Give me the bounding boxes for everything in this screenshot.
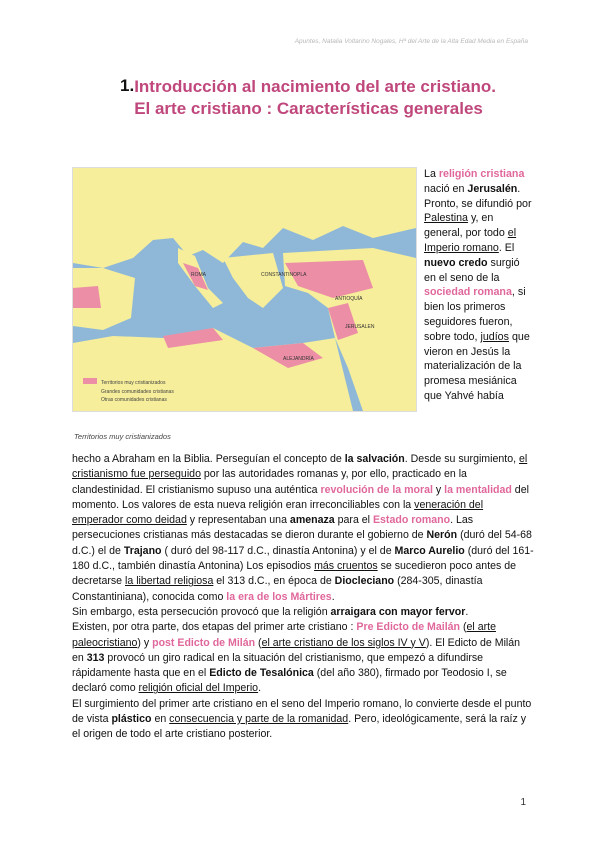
emphasis-text: consecuencia y parte de la romanidad (169, 713, 349, 726)
text-run: (284-305, dinastía Constantiniana), conocida como (72, 575, 483, 603)
text-run: . Pero, ideológicamente, será la raíz y el origen de todo el arte cristiano posterior. (72, 713, 527, 741)
text-run: para el (334, 514, 373, 527)
text-run: provocó un giro radical en la situación del cristianismo, que empezó a difundirse rápidamente hasta que en el (72, 651, 484, 680)
legend-item: Grandes comunidades cristianas (101, 389, 174, 395)
emphasis-text: la salvación (344, 453, 405, 465)
emphasis-text: arraigara con mayor fervor (330, 605, 466, 618)
page-number: 1 (520, 797, 526, 808)
text-run: (duró del 54-68 d.C.) el de (72, 529, 532, 557)
emphasis-text: veneración del emperador como deidad (72, 498, 484, 527)
text-run: La (424, 168, 439, 180)
emphasis-text: revolución de la moral (320, 483, 433, 496)
emphasis-text: post Edicto de Milán (152, 636, 256, 649)
emphasis-text: Estado romano (372, 514, 451, 527)
section-title (120, 76, 510, 120)
emphasis-text: Marco Aurelio (394, 544, 465, 557)
text-run: ). El Edicto de Milán en (72, 636, 521, 664)
emphasis-text: el cristianismo fue perseguido (72, 453, 528, 481)
emphasis-text: plástico (111, 713, 152, 726)
paragraph (72, 697, 534, 743)
map-label: ROMA (191, 272, 206, 278)
roman-empire-map (72, 167, 417, 412)
emphasis-text: 313 (86, 651, 105, 664)
emphasis-text: Palestina (424, 212, 468, 225)
text-run: por las autoridades romanas y, por ello, practicado en la clandestinidad. El cristianismo supuso una auténtica (72, 468, 467, 496)
map-label: ANTIOQUÍA (335, 296, 363, 302)
emphasis-text: el arte paleocristiano (72, 621, 496, 649)
map-label: JERUSALEN (345, 324, 375, 330)
legend-swatch (83, 378, 97, 384)
emphasis-text: judíos (480, 330, 509, 343)
text-run: surgió en el seno de la (424, 256, 520, 284)
emphasis-text: amenaza (289, 514, 335, 527)
text-run: . Pronto, se difundió por (424, 182, 532, 210)
emphasis-text: la mentalidad (444, 483, 512, 496)
text-run: nació en (424, 182, 468, 195)
emphasis-text: Jerusalén (467, 182, 518, 195)
text-run: y (432, 483, 445, 496)
emphasis-text: sociedad romana (424, 286, 512, 299)
text-run: Sin embargo, esta persecución provocó que la religión (72, 605, 331, 618)
title-number: 1. (120, 76, 135, 95)
map-label: CONSTANTINOPLA (261, 272, 307, 278)
paragraph (72, 620, 534, 696)
emphasis-text: la era de los Mártires (226, 590, 332, 603)
text-run: . Las persecuciones cristianas más destacadas se dieron durante el gobierno de (72, 514, 474, 542)
text-run: el 313 d.C., en época de (213, 575, 335, 588)
emphasis-text: el arte cristiano de los siglos IV y V (261, 636, 426, 649)
text-run: en (151, 713, 170, 726)
body-text (72, 452, 534, 743)
text-run: ( (255, 636, 262, 649)
map-caption: Territorios muy cristianizados (74, 432, 171, 441)
text-run: El surgimiento del primer arte cristiano en el seno del Imperio romano, lo convierte desde el punto de vista (72, 697, 532, 726)
emphasis-text: la libertad religiosa (125, 575, 214, 588)
paragraph (72, 605, 534, 620)
text-run: hecho a Abraham en la Biblia. Perseguían el concepto de (72, 453, 345, 465)
text-run: y representaban una (186, 514, 290, 527)
legend-item: Territorios muy cristianizados (101, 380, 166, 386)
emphasis-text: el Imperio romano (424, 227, 517, 254)
text-run: (duró del 161-180 d.C., también dinastía Antonina) Los episodios (72, 544, 534, 573)
text-run: Existen, por otra parte, dos etapas del primer arte cristiano : (72, 621, 357, 634)
text-run: . (258, 682, 262, 695)
text-run: . Desde su surgimiento, (404, 453, 519, 465)
text-run: que vieron en Jesús la materialización de la promesa mesiánica que Yahvé había (424, 330, 530, 402)
legend-item: Otras comunidades cristianas (101, 397, 167, 403)
text-run: . (465, 605, 469, 618)
title-text: Introducción al nacimiento del arte cristiano. El arte cristiano : Características generales (134, 77, 496, 118)
text-run: . (331, 590, 335, 603)
text-run: ( duró del 98-117 d.C., dinastía Antonina) y el de (161, 544, 395, 557)
map-label: ALEJANDRÍA (283, 356, 314, 362)
emphasis-text: nuevo credo (424, 256, 488, 269)
text-run: , si bien los primeros seguidores fueron, sobre todo, (424, 286, 526, 343)
emphasis-text: Diocleciano (334, 575, 395, 588)
emphasis-text: Edicto de Tesalónica (209, 667, 314, 680)
text-run: y, en general, por todo (424, 212, 508, 240)
emphasis-text: Trajano (123, 544, 162, 557)
text-run: (del año 380), firmado por Teodosio I, se declaró como (72, 667, 507, 695)
map-christian-iberia (73, 286, 101, 308)
paragraph (72, 452, 534, 605)
side-paragraph (424, 167, 532, 404)
page-header: Apuntes, Natalia Voltarino Nogales, Hª del Arte de la Alta Edad Media en España (294, 38, 528, 45)
emphasis-text: Nerón (426, 529, 458, 542)
text-run: ( (460, 621, 467, 634)
emphasis-text: religión oficial del Imperio (138, 682, 259, 695)
emphasis-text: más cruentos (314, 560, 378, 573)
text-run: se sucedieron poco antes de decretarse (72, 560, 517, 588)
emphasis-text: Pre Edicto de Mailán (356, 621, 461, 634)
emphasis-text: religión cristiana (438, 168, 525, 180)
text-run: . El (498, 241, 515, 254)
text-run: ) y (137, 636, 153, 649)
text-run: del momento. Los valores de esta nueva religión eran irreconciliables con la (72, 483, 529, 511)
